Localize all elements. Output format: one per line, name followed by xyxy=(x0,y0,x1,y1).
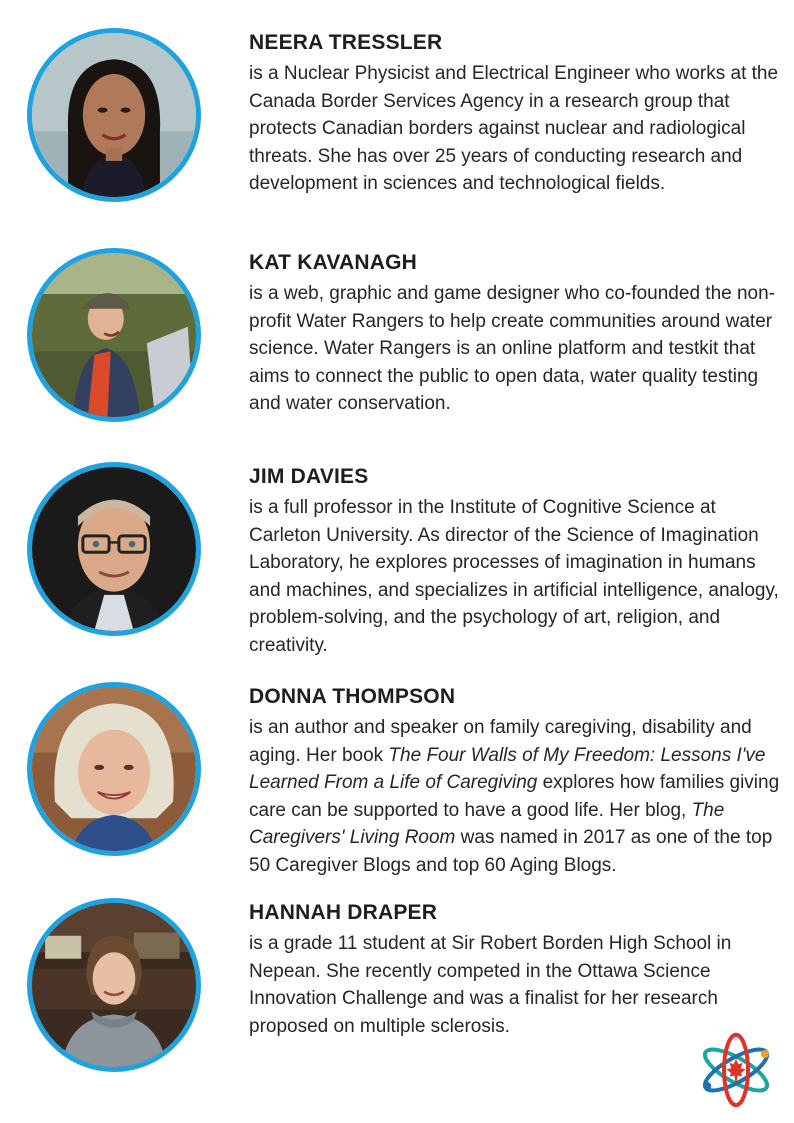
speaker-bio: is a Nuclear Physicist and Electrical Engineer who works at the Canada Border Services Agency in a research group that protects Canadian borders against nuclear and radiological threats. She has over 25 years of conducting research and development in sciences and technological fields. xyxy=(249,63,779,194)
speaker-bio: is a web, graphic and game designer who co-founded the non-profit Water Rangers to help create communities around water science. Water Rangers is an online platform and testkit that aims to connect the public to open data, water quality testing and water conservation. xyxy=(249,283,776,414)
speaker-bio: is a grade 11 student at Sir Robert Borden High School in Nepean. She recently competed in the Ottawa Science Innovation Challenge and was a finalist for her research proposed on multiple sclerosis. xyxy=(249,933,732,1037)
speaker-name: KAT KAVANAGH xyxy=(249,251,418,274)
bio-text: was named in 2017 as one of the top 50 Caregiver Blogs and top 60 Aging Blogs. xyxy=(249,827,773,876)
speaker-bio xyxy=(249,714,784,879)
bio-text: is an author and speaker on family caregiving, disability and aging. Her book xyxy=(249,717,752,766)
portrait-photo xyxy=(27,248,201,422)
portrait-photo xyxy=(27,682,201,856)
bio-text: explores how families giving care can be supported to have a good life. Her blog, xyxy=(249,772,780,821)
book-title: The Four Walls of My Freedom: Lessons I've Learned From a Life of Caregiving xyxy=(249,744,766,793)
speaker-name: NEERA TRESSLER xyxy=(249,31,443,54)
portrait-photo xyxy=(27,898,201,1072)
speaker-name: DONNA THOMPSON xyxy=(249,685,456,708)
atom-maple-leaf-icon xyxy=(696,1030,776,1110)
speaker-name: JIM DAVIES xyxy=(249,465,369,488)
portrait-photo xyxy=(27,28,201,202)
portrait-photo xyxy=(27,462,201,636)
speaker-name: HANNAH DRAPER xyxy=(249,901,438,924)
speaker-bio: is a full professor in the Institute of Cognitive Science at Carleton University. As director of the Science of Imagination Laboratory, he explores processes of imagination in humans and machines, and specializes in artificial intelligence, analogy, problem-solving, and the psychology of art, religion, and creativity. xyxy=(249,497,779,656)
blog-title: The Caregivers' Living Room xyxy=(249,799,725,848)
